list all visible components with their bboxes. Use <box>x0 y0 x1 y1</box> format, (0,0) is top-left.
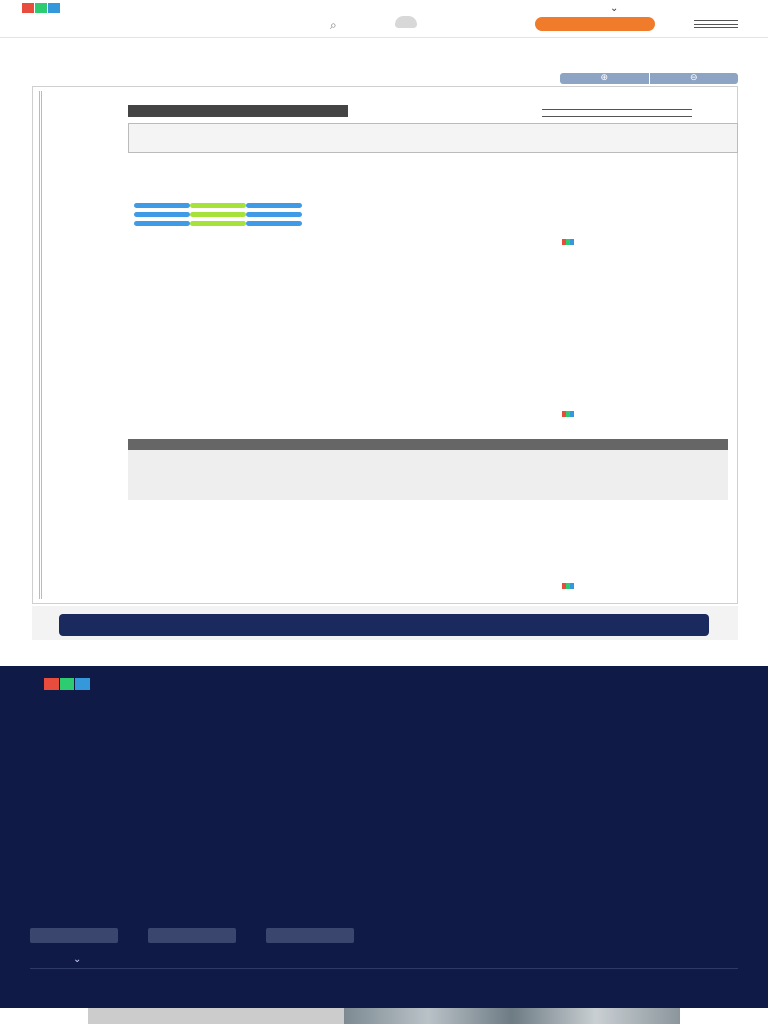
restaurant-check <box>128 123 738 153</box>
nav-bar <box>0 16 768 34</box>
language-selector[interactable] <box>610 3 619 14</box>
finish-button[interactable] <box>59 614 709 636</box>
article-body <box>128 450 728 500</box>
search-icon[interactable]: ⌕ <box>330 18 337 32</box>
watermark <box>562 237 576 246</box>
logo-mark-icon <box>562 411 574 417</box>
footer-divider <box>30 968 738 969</box>
zoom-out-icon[interactable]: ⊖ <box>649 73 739 84</box>
date-field[interactable] <box>542 116 692 117</box>
legal-links <box>31 984 71 997</box>
logo-mark-icon <box>562 583 574 589</box>
user-icon[interactable] <box>395 16 417 28</box>
logo-mark-icon <box>22 3 60 13</box>
top-bar <box>0 0 768 38</box>
name-field[interactable] <box>542 109 692 110</box>
option-pill[interactable] <box>246 212 302 217</box>
youtube-icon[interactable] <box>266 928 354 943</box>
ad-image <box>344 1008 680 1024</box>
option-pill[interactable] <box>190 221 246 226</box>
name-date-fields <box>538 105 692 119</box>
site-logo[interactable] <box>22 3 68 13</box>
social-links <box>30 928 354 943</box>
circle-item <box>134 201 302 210</box>
hamburger-menu-icon[interactable] <box>694 20 738 28</box>
logo-mark-icon <box>562 239 574 245</box>
option-pill[interactable] <box>246 221 302 226</box>
option-pill[interactable] <box>190 203 246 208</box>
circle-item <box>134 219 302 228</box>
option-pill[interactable] <box>134 203 190 208</box>
worksheet <box>128 105 738 601</box>
zoom-in-icon[interactable]: ⊕ <box>600 73 609 83</box>
option-pill[interactable] <box>134 221 190 226</box>
chevron-down-icon: ⌄ <box>610 3 620 14</box>
logo-mark-icon <box>44 678 90 690</box>
advertisement[interactable] <box>88 1008 680 1024</box>
footer <box>0 666 768 1008</box>
option-pill[interactable] <box>190 212 246 217</box>
facebook-icon[interactable] <box>30 928 118 943</box>
chevron-down-icon: ⌄ <box>73 954 84 965</box>
circle-word-list <box>134 201 302 228</box>
footer-language <box>31 954 83 965</box>
zoom-controls <box>560 73 738 84</box>
unit-banner <box>128 105 348 117</box>
footer-logo[interactable] <box>44 678 100 690</box>
twitter-icon[interactable] <box>148 928 236 943</box>
option-pill[interactable] <box>246 203 302 208</box>
watermark <box>562 409 576 418</box>
circle-item <box>134 210 302 219</box>
ad-brand-panel <box>88 1008 344 1024</box>
signup-button[interactable] <box>535 17 655 31</box>
option-pill[interactable] <box>134 212 190 217</box>
worksheet-frame <box>32 86 738 604</box>
article-title <box>128 439 728 450</box>
watermark <box>562 581 576 590</box>
